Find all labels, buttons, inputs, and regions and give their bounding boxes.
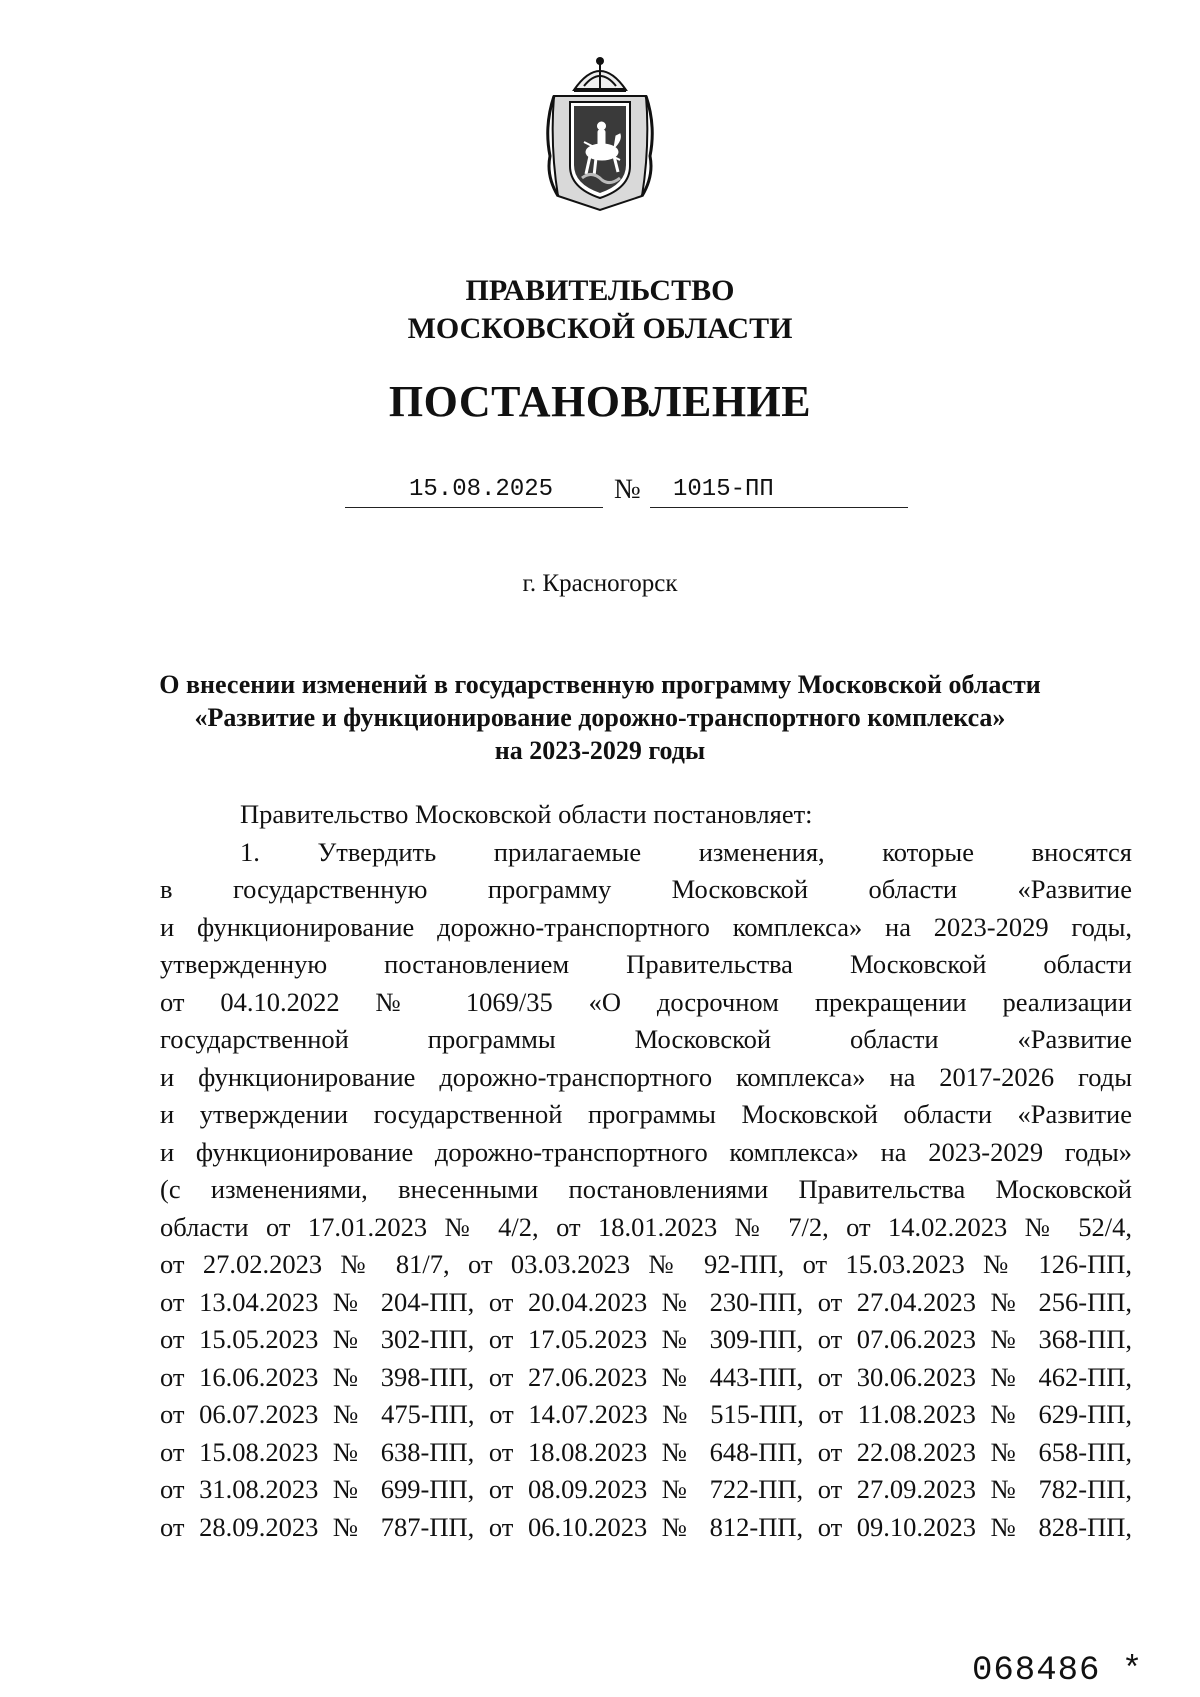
- title-line: «Развитие и функционирование дорожно-транспортного комплекса»: [194, 703, 1006, 732]
- body-line: от 15.05.2023 № 302-ПП, от 17.05.2023 № 309-ПП, от 07.06.2023 № 368-ПП,: [160, 1324, 1132, 1354]
- body-line: в государственную программу Московской области «Развитие: [160, 874, 1132, 904]
- body-line: от 31.08.2023 № 699-ПП, от 08.09.2023 № 722-ПП, от 27.09.2023 № 782-ПП,: [160, 1474, 1132, 1504]
- body-line: от 06.07.2023 № 475-ПП, от 14.07.2023 № 515-ПП, от 11.08.2023 № 629-ПП,: [160, 1399, 1132, 1429]
- body-line: утвержденную постановлением Правительства Московской области: [160, 949, 1132, 979]
- organization-name-line-2: МОСКОВСКОЙ ОБЛАСТИ: [407, 312, 793, 345]
- document-title: [150, 668, 1050, 767]
- body-line: и функционирование дорожно-транспортного комплекса» на 2017-2026 годы: [160, 1061, 1132, 1092]
- body-line: (с изменениями, внесенными постановлениями Правительства Московской: [160, 1174, 1132, 1204]
- document-type-heading: ПОСТАНОВЛЕНИЕ: [388, 377, 812, 426]
- serial-value: 068486: [972, 1652, 1101, 1690]
- date-value: 15.08.2025: [409, 476, 554, 503]
- body-line: от 15.08.2023 № 638-ПП, от 18.08.2023 № 648-ПП, от 22.08.2023 № 658-ПП,: [160, 1436, 1132, 1467]
- serial-number: [972, 1652, 1143, 1690]
- body-line: 1. Утвердить прилагаемые изменения, которые вносятся: [240, 836, 1132, 867]
- document-body: [160, 796, 1132, 1546]
- body-line: от 28.09.2023 № 787-ПП, от 06.10.2023 № 812-ПП, от 09.10.2023 № 828-ПП,: [160, 1511, 1132, 1542]
- title-line: на 2023-2029 годы: [494, 736, 706, 765]
- body-line: и функционирование дорожно-транспортного комплекса» на 2023-2029 годы,: [160, 911, 1132, 942]
- body-line: от 13.04.2023 № 204-ПП, от 20.04.2023 № 230-ПП, от 27.04.2023 № 256-ПП,: [160, 1286, 1132, 1317]
- body-line: государственной программы Московской области «Развитие: [160, 1024, 1132, 1054]
- coat-of-arms-icon: [544, 56, 656, 212]
- title-line: О внесении изменений в государственную программу Московской области: [159, 670, 1041, 699]
- asterisk-mark: *: [1121, 1652, 1144, 1690]
- city: г. Красногорск: [522, 570, 678, 597]
- number-field: [650, 463, 908, 508]
- body-line: от 27.02.2023 № 81/7, от 03.03.2023 № 92-ПП, от 15.03.2023 № 126-ПП,: [160, 1249, 1132, 1279]
- body-line: и функционирование дорожно-транспортного комплекса» на 2023-2029 годы»: [160, 1136, 1132, 1167]
- body-intro: Правительство Московской области постановляет:: [240, 799, 813, 829]
- organization-name-line-1: ПРАВИТЕЛЬСТВО: [465, 274, 735, 307]
- body-line: от 16.06.2023 № 398-ПП, от 27.06.2023 № 443-ПП, от 30.06.2023 № 462-ПП,: [160, 1361, 1132, 1392]
- date-field: [345, 463, 603, 508]
- number-sign: №: [614, 474, 641, 505]
- body-line: от 04.10.2022 № 1069/35 «О досрочном прекращении реализации: [160, 986, 1132, 1017]
- body-line: области от 17.01.2023 № 4/2, от 18.01.2023 № 7/2, от 14.02.2023 № 52/4,: [160, 1211, 1132, 1242]
- body-line: и утверждении государственной программы Московской области «Развитие: [160, 1099, 1132, 1129]
- number-value: 1015-ПП: [673, 476, 774, 503]
